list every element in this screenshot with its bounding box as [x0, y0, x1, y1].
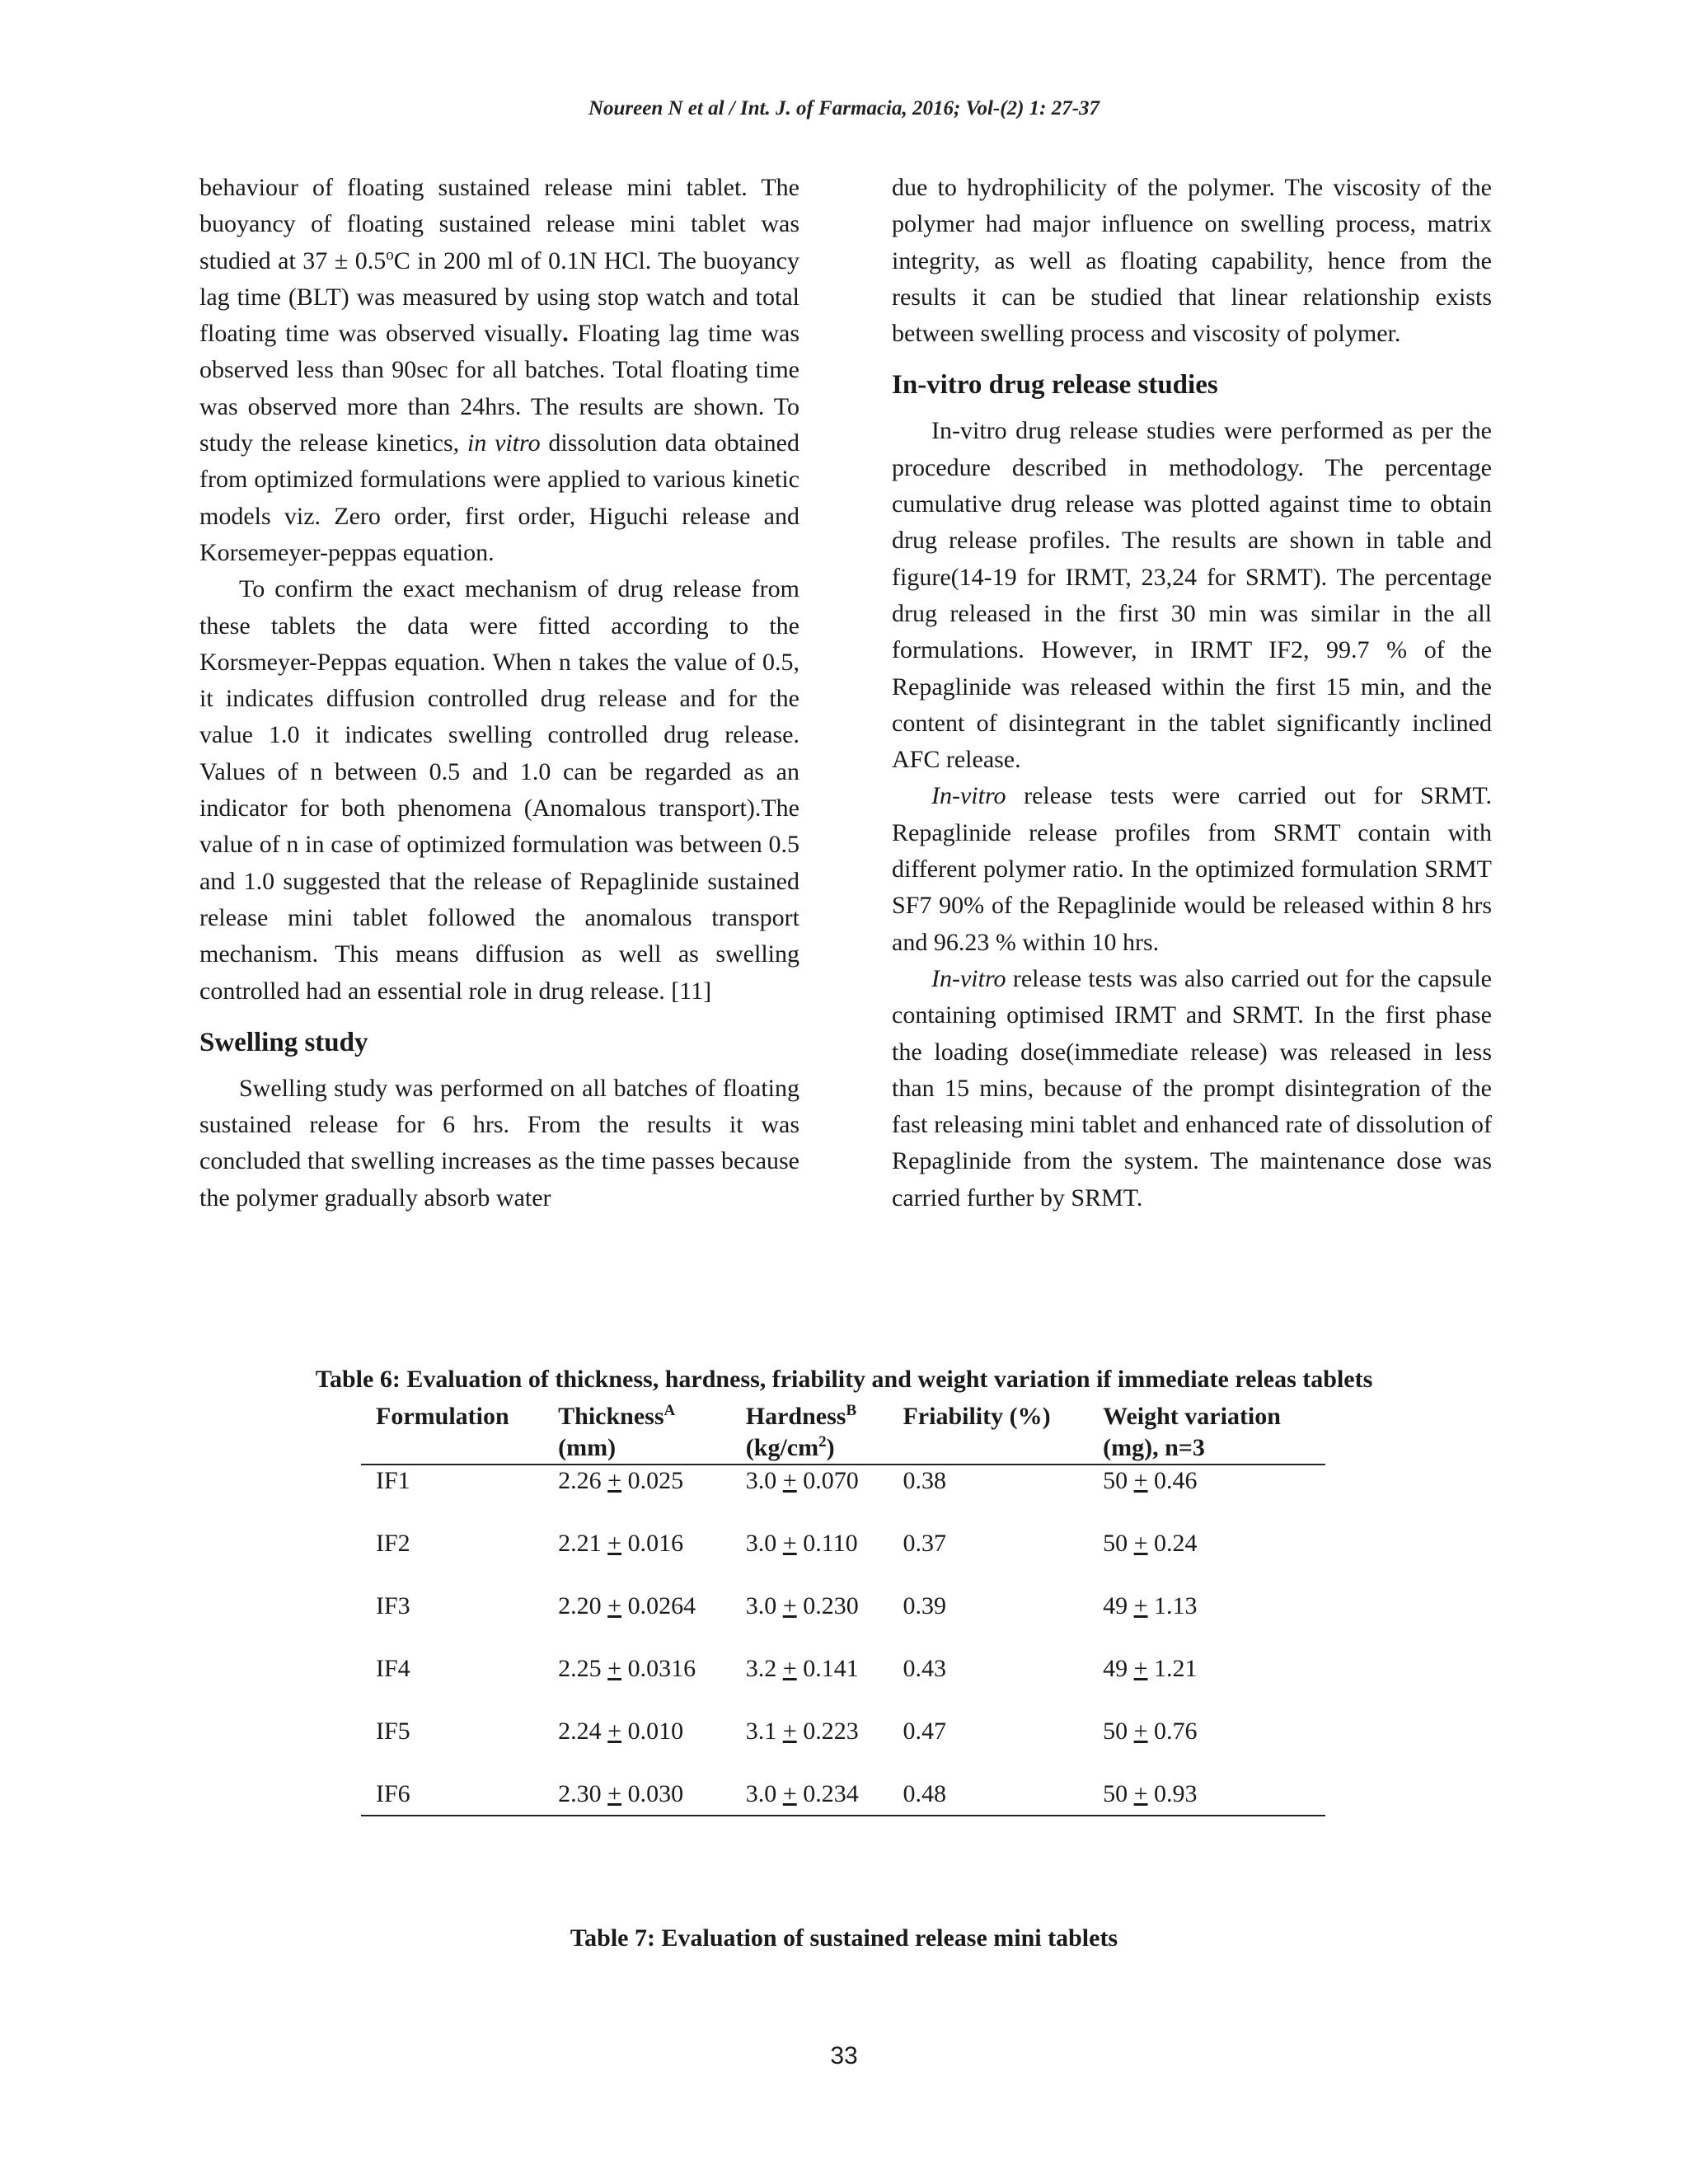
table-row — [361, 1716, 1325, 1779]
page-number: 33 — [830, 2042, 858, 2069]
cell-thickness — [543, 1591, 731, 1653]
cell-text: 2.30 — [558, 1780, 608, 1807]
header-hardness — [731, 1401, 889, 1465]
header-friability — [888, 1401, 1088, 1465]
cell-hardness — [731, 1591, 889, 1653]
bold-period: . — [562, 320, 569, 348]
cell-formulation: IF5 — [376, 1718, 410, 1745]
header-superscript: A — [663, 1402, 676, 1419]
right-paragraph-3 — [892, 778, 1492, 960]
plus-minus-sign: + — [607, 1592, 622, 1619]
header-thickness — [543, 1401, 731, 1465]
plus-minus-sign: + — [782, 1592, 797, 1619]
cell-hardness — [731, 1653, 889, 1716]
cell-text: 0.016 — [621, 1530, 684, 1557]
right-column — [892, 170, 1492, 1216]
text-span: release tests was also carried out for the capsule containing optimised IRMT and SRMT. In the first phase the loading dose(immediate release) was released in less than 15 mins, because of the prompt disintegration of the fast releasing mini tablet and enhanced rate of dissolution of Repaglinide from the system. The maintenance dose was carried further by SRMT. — [892, 964, 1492, 1212]
cell-text: 3.1 — [745, 1718, 783, 1745]
cell-text: 0.223 — [796, 1718, 859, 1745]
cell-text: 0.0264 — [621, 1592, 696, 1619]
cell-hardness — [731, 1779, 889, 1816]
cell-text: 3.0 — [745, 1530, 783, 1557]
cell-text: 3.0 — [745, 1780, 783, 1807]
cell-text: 1.13 — [1147, 1592, 1198, 1619]
plus-minus-sign: + — [607, 1467, 622, 1494]
italic-term: in vitro — [467, 429, 541, 457]
cell-formulation: IF1 — [376, 1467, 410, 1494]
cell-thickness — [543, 1716, 731, 1779]
cell-text: 0.010 — [621, 1718, 684, 1745]
header-superscript: B — [846, 1402, 857, 1419]
cell-weight — [1088, 1528, 1325, 1591]
cell-thickness — [543, 1653, 731, 1716]
cell-text: 0.070 — [796, 1467, 859, 1494]
plus-minus-sign: + — [782, 1530, 797, 1557]
plus-minus-sign: + — [782, 1718, 797, 1745]
table-header-row — [361, 1401, 1325, 1465]
plus-minus-sign: + — [607, 1655, 622, 1682]
cell-formulation: IF4 — [376, 1655, 410, 1682]
cell-text: 2.24 — [558, 1718, 608, 1745]
cell-text: 0.110 — [796, 1530, 858, 1557]
cell-formulation: IF3 — [376, 1592, 410, 1619]
plus-minus-sign: + — [782, 1467, 797, 1494]
right-paragraph-2: In-vitro drug release studies were performed as per the procedure described in methodology. The percentage cumulative drug release was plotted against time to obtain drug release profiles. The results are shown in table and figure(14-19 for IRMT, 23,24 for SRMT). The percentage drug released in the first 30 min was similar in the all formulations. However, in IRMT IF2, 99.7 % of the Repaglinide was released within the first 15 min, and the content of disintegrant in the tablet significantly inclined AFC release. — [892, 417, 1492, 774]
cell-friability: 0.48 — [888, 1779, 1088, 1816]
cell-text: 0.230 — [796, 1592, 859, 1619]
italic-term: In-vitro — [931, 782, 1006, 810]
cell-text: 50 — [1103, 1467, 1134, 1494]
cell-weight — [1088, 1779, 1325, 1816]
degree-superscript: o — [386, 246, 394, 264]
header-superscript: 2 — [818, 1433, 827, 1451]
plus-minus-sign: + — [1133, 1718, 1148, 1745]
cell-text: 49 — [1103, 1592, 1134, 1619]
table-6-caption: Table 6: Evaluation of thickness, hardness, friability and weight variation if immediate releas tablets — [315, 1366, 1373, 1393]
text-span: C in 200 ml of 0.1N HCl. The buoyancy lag time (BLT) was measured by using stop watch and total floating time was observed visually — [199, 246, 799, 348]
cell-formulation: IF2 — [376, 1530, 410, 1557]
table-7-caption: Table 7: Evaluation of sustained release mini tablets — [570, 1924, 1118, 1952]
cell-friability: 0.47 — [903, 1718, 946, 1745]
cell-text: 2.20 — [558, 1592, 608, 1619]
header-unit: (kg/cm — [745, 1434, 819, 1461]
cell-text: 50 — [1103, 1530, 1134, 1557]
right-paragraph-4 — [892, 961, 1492, 1216]
header-unit: (mg), n=3 — [1103, 1434, 1205, 1461]
header-text: Formulation — [376, 1403, 509, 1430]
cell-text: 0.141 — [796, 1655, 859, 1682]
plus-minus-sign: + — [782, 1655, 797, 1682]
cell-weight — [1088, 1591, 1325, 1653]
header-text: Thickness — [558, 1403, 664, 1430]
cell-text: 50 — [1103, 1780, 1134, 1807]
cell-text: 2.21 — [558, 1530, 608, 1557]
cell-weight — [1088, 1465, 1325, 1528]
cell-weight — [1088, 1653, 1325, 1716]
cell-text: 1.21 — [1147, 1655, 1198, 1682]
cell-text: 0.234 — [796, 1780, 859, 1807]
right-paragraph-1: due to hydrophilicity of the polymer. The viscosity of the polymer had major influence on swelling process, matrix integrity, as well as floating capability, hence from the results it can be studied that linear relationship exists between swelling process and viscosity of polymer. — [892, 174, 1492, 348]
left-column — [199, 170, 799, 1216]
left-paragraph-2: To confirm the exact mechanism of drug release from these tablets the data were fitted according to the Korsmeyer-Peppas equation. When n takes the value of 0.5, it indicates diffusion controlled drug release and for the value 1.0 it indicates swelling controlled drug release. Values of n between 0.5 and 1.0 can be regarded as an indicator for both phenomena (Anomalous transport).The value of n in case of optimized formulation was between 0.5 and 1.0 suggested that the release of Repaglinide sustained release mini tablet followed the anomalous transport mechanism. This means diffusion as well as swelling controlled had an essential role in drug release. [11] — [199, 575, 799, 1005]
header-unit: (mm) — [558, 1434, 617, 1461]
italic-term: In-vitro — [931, 964, 1006, 992]
cell-thickness — [543, 1779, 731, 1816]
header-text: Friability (%) — [903, 1403, 1051, 1430]
table-row — [361, 1528, 1325, 1591]
table-6 — [361, 1401, 1325, 1816]
cell-text: 49 — [1103, 1655, 1134, 1682]
left-paragraph-1 — [199, 170, 799, 571]
text-span: dissolution data obtained from optimized formulations were applied to various kinetic models viz. Zero order, first order, Higuchi release and Korsemeyer-peppas equation. — [199, 429, 799, 566]
cell-hardness — [731, 1716, 889, 1779]
text-span: behaviour of floating sustained release mini tablet. The buoyancy of floating sustained release mini tablet was studied at 37 ± 0.5 — [199, 174, 799, 274]
cell-text: 3.0 — [745, 1467, 783, 1494]
cell-friability: 0.43 — [903, 1655, 946, 1682]
header-formulation — [361, 1401, 543, 1465]
section-heading-invitro: In-vitro drug release studies — [892, 370, 1218, 401]
cell-thickness — [543, 1465, 731, 1528]
plus-minus-sign: + — [1133, 1655, 1148, 1682]
header-unit: ) — [826, 1434, 835, 1461]
table-row — [361, 1653, 1325, 1716]
cell-text: 0.030 — [621, 1780, 684, 1807]
cell-hardness — [731, 1528, 889, 1591]
cell-friability: 0.38 — [903, 1467, 946, 1494]
plus-minus-sign: + — [607, 1780, 622, 1807]
cell-thickness — [543, 1528, 731, 1591]
table-row — [361, 1591, 1325, 1653]
plus-minus-sign: + — [1133, 1530, 1148, 1557]
plus-minus-sign: + — [1133, 1592, 1148, 1619]
cell-hardness — [731, 1465, 889, 1528]
header-text: Weight variation — [1103, 1403, 1281, 1430]
header-text: Hardness — [745, 1403, 846, 1430]
plus-minus-sign: + — [607, 1718, 622, 1745]
section-heading-swelling: Swelling study — [199, 1027, 368, 1057]
running-header: Noureen N et al / Int. J. of Farmacia, 2016; Vol-(2) 1: 27-37 — [588, 97, 1100, 120]
cell-text: 0.025 — [621, 1467, 684, 1494]
text-span: release tests were carried out for SRMT. Repaglinide release profiles from SRMT contain with different polymer ratio. In the optimized formulation SRMT SF7 90% of the Repaglinide would be released within 8 hrs and 96.23 % within 10 hrs. — [892, 782, 1492, 956]
cell-text: 3.0 — [745, 1592, 783, 1619]
cell-formulation: IF6 — [361, 1779, 543, 1816]
header-weight — [1088, 1401, 1325, 1465]
plus-minus-sign: + — [1133, 1467, 1148, 1494]
cell-text: 0.0316 — [621, 1655, 696, 1682]
cell-friability: 0.39 — [903, 1592, 946, 1619]
plus-minus-sign: + — [607, 1530, 622, 1557]
table-row — [361, 1779, 1325, 1816]
cell-text: 0.93 — [1147, 1780, 1198, 1807]
plus-minus-sign: + — [1133, 1780, 1148, 1807]
cell-weight — [1088, 1716, 1325, 1779]
table-row — [361, 1465, 1325, 1528]
text-span: Floating lag time was observed less than 90sec for all batches. Total floating time was observed more than 24hrs. The results are shown. To study the release kinetics, — [199, 320, 799, 457]
left-paragraph-3: Swelling study was performed on all batches of floating sustained release for 6 hrs. From the results it was concluded that swelling increases as the time passes because the polymer gradually absorb water — [199, 1074, 799, 1212]
cell-text: 2.25 — [558, 1655, 608, 1682]
cell-friability: 0.37 — [903, 1530, 946, 1557]
cell-text: 0.46 — [1147, 1467, 1198, 1494]
cell-text: 2.26 — [558, 1467, 608, 1494]
plus-minus-sign: + — [782, 1780, 797, 1807]
cell-text: 3.2 — [745, 1655, 783, 1682]
cell-text: 0.24 — [1147, 1530, 1198, 1557]
cell-text: 0.76 — [1147, 1718, 1198, 1745]
cell-text: 50 — [1103, 1718, 1134, 1745]
